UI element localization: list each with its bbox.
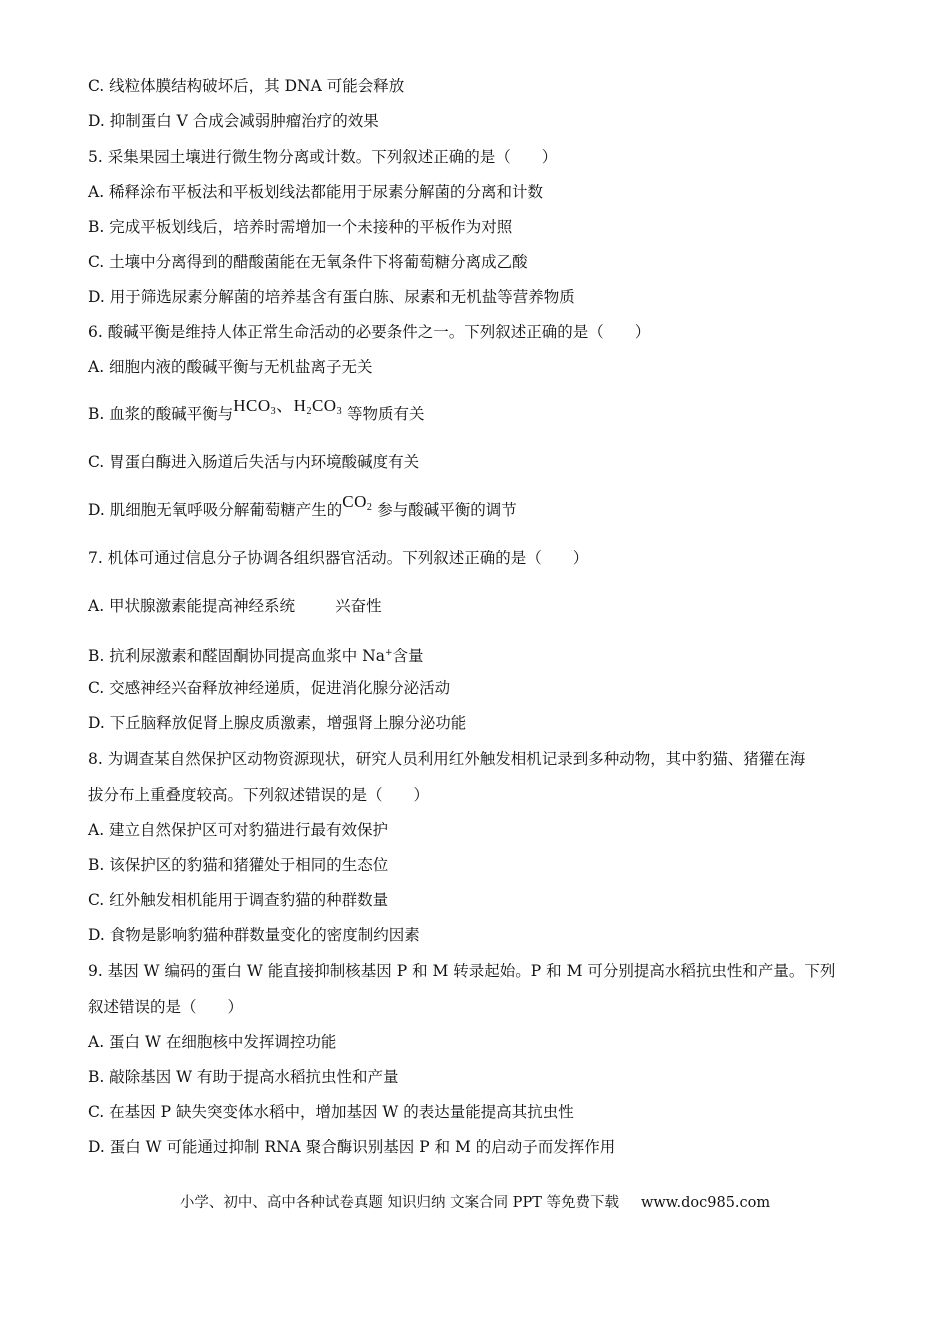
option-6d bbox=[88, 492, 517, 526]
page-footer bbox=[0, 1191, 950, 1212]
option-8d: D. 食物是影响豹猫种群数量变化的密度制约因素 bbox=[88, 926, 420, 944]
question-8-line-1: 8. 为调查某自然保护区动物资源现状，研究人员利用红外触发相机记录到多种动物，其中豹猫、猪獾在海 bbox=[88, 750, 806, 768]
sodium-charge: + bbox=[384, 648, 393, 658]
option-6b-text-before: B. 血浆的酸碱平衡与 bbox=[88, 405, 234, 423]
option-5b: B. 完成平板划线后，培养时需增加一个未接种的平板作为对照 bbox=[88, 218, 513, 236]
option-6d-text-before: D. 肌细胞无氧呼吸分解葡萄糖产生的 bbox=[88, 501, 343, 519]
footer-site-link[interactable]: www.doc985.com bbox=[640, 1195, 771, 1211]
question-9-line-1: 9. 基因 W 编码的蛋白 W 能直接抑制核基因 P 和 M 转录起始。P 和 M 可分别提高水稻抗虫性和产量。下列 bbox=[88, 962, 836, 980]
option-6a: A. 细胞内液的酸碱平衡与无机盐离子无关 bbox=[88, 358, 373, 376]
option-9c: C. 在基因 P 缺失突变体水稻中，增加基因 W 的表达量能提高其抗虫性 bbox=[88, 1103, 574, 1121]
option-9d: D. 蛋白 W 可能通过抑制 RNA 聚合酶识别基因 P 和 M 的启动子而发挥作用 bbox=[88, 1138, 616, 1156]
question-9-line-2: 叙述错误的是（ ） bbox=[88, 998, 244, 1016]
option-6d-text-after: 参与酸碱平衡的调节 bbox=[377, 501, 517, 519]
question-7: 7. 机体可通过信息分子协调各组织器官活动。下列叙述正确的是（ ） bbox=[88, 549, 589, 567]
option-7b-text-after: 含量 bbox=[392, 647, 424, 666]
option-5c: C. 土壤中分离得到的醋酸菌能在无氧条件下将葡萄糖分离成乙酸 bbox=[88, 253, 528, 271]
formula-hco3: $HCO_3$ bbox=[233, 396, 277, 417]
formula-separator: 、 bbox=[276, 396, 294, 415]
option-7a bbox=[88, 596, 382, 616]
formula-co2: $CO_2$ bbox=[342, 492, 373, 513]
option-5a: A. 稀释涂布平板法和平板划线法都能用于尿素分解菌的分离和计数 bbox=[88, 183, 544, 201]
option-7c: C. 交感神经兴奋释放神经递质，促进消化腺分泌活动 bbox=[88, 679, 451, 697]
question-8-line-2: 拔分布上重叠度较高。下列叙述错误的是（ ） bbox=[88, 786, 430, 804]
option-7a-text-before: A. 甲状腺激素能提高神经系统 bbox=[88, 597, 296, 615]
option-8a: A. 建立自然保护区可对豹猫进行最有效保护 bbox=[88, 821, 389, 839]
question-5: 5. 采集果园土壤进行微生物分离或计数。下列叙述正确的是（ ） bbox=[88, 148, 558, 166]
option-6c: C. 胃蛋白酶进入肠道后失活与内环境酸碱度有关 bbox=[88, 453, 420, 471]
option-7a-text-after: 兴奋性 bbox=[335, 597, 382, 615]
formula-h2co3: $H_2CO_3$ bbox=[293, 396, 343, 417]
footer-text: 小学、初中、高中各种试卷真题 知识归纳 文案合同 PPT 等免费下载 bbox=[179, 1195, 619, 1211]
option-4d: D. 抑制蛋白 V 合成会减弱肿瘤治疗的效果 bbox=[88, 112, 379, 130]
option-8c: C. 红外触发相机能用于调查豹猫的种群数量 bbox=[88, 891, 389, 909]
option-9a: A. 蛋白 W 在细胞核中发挥调控功能 bbox=[88, 1033, 337, 1051]
option-9b: B. 敲除基因 W 有助于提高水稻抗虫性和产量 bbox=[88, 1068, 399, 1086]
option-7b bbox=[88, 643, 424, 666]
option-4c: C. 线粒体膜结构破坏后，其 DNA 可能会释放 bbox=[88, 77, 405, 95]
question-6: 6. 酸碱平衡是维持人体正常生命活动的必要条件之一。下列叙述正确的是（ ） bbox=[88, 323, 651, 341]
option-6b-text-after: 等物质有关 bbox=[347, 405, 425, 423]
option-8b: B. 该保护区的豹猫和猪獾处于相同的生态位 bbox=[88, 856, 389, 874]
option-6b bbox=[88, 396, 425, 430]
option-7d: D. 下丘脑释放促肾上腺皮质激素，增强肾上腺分泌功能 bbox=[88, 714, 467, 732]
option-5d: D. 用于筛选尿素分解菌的培养基含有蛋白胨、尿素和无机盐等营养物质 bbox=[88, 288, 575, 306]
option-7b-text-before: B. 抗利尿激素和醛固酮协同提高血浆中 Na bbox=[88, 647, 385, 666]
